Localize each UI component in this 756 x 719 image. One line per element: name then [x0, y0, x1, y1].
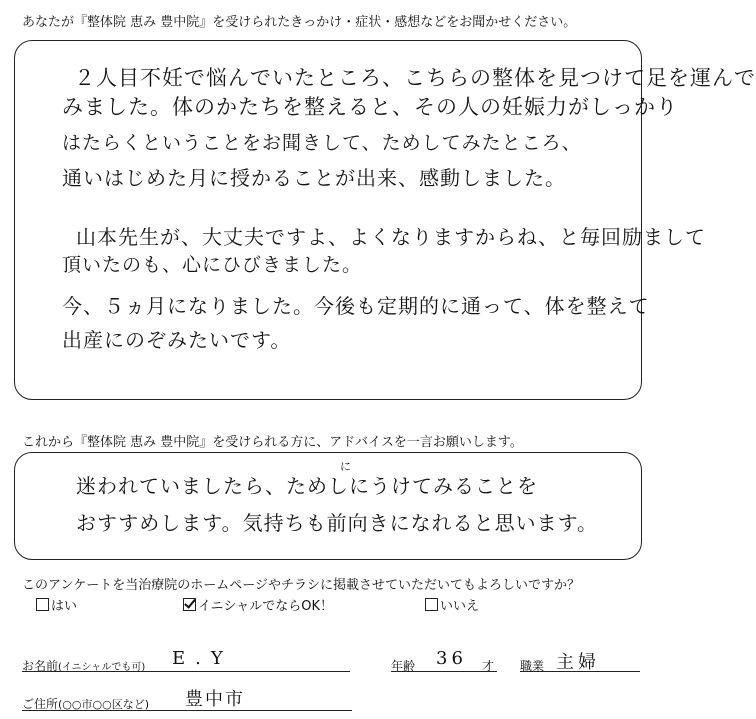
answer-2-line: おすすめします。気持ちも前向きになれると思います。 [76, 511, 598, 535]
name-underline [22, 671, 350, 672]
option-label: いいえ [440, 599, 480, 614]
checkbox-unchecked[interactable] [36, 598, 49, 611]
age-unit: 才 [482, 659, 495, 673]
consent-option-yes[interactable] [36, 595, 77, 614]
answer-1-line: 出産にのぞみたいです。 [62, 328, 292, 352]
answer-1-line: ２人目不妊で悩んでいたところ、こちらの整体を見つけて足を運んで [74, 66, 756, 90]
answer-1-line: 今、５ヵ月になりました。今後も定期的に通って、体を整えて [62, 294, 650, 318]
consent-option-no[interactable] [425, 595, 479, 614]
age-label: 年齢 [391, 659, 416, 673]
question-2-prompt: これから『整体院 恵み 豊中院』を受けられる方に、アドバイスを一言お願いします。 [22, 435, 523, 450]
answer-1-line: 頂いたのも、心にひびきました。 [62, 254, 363, 276]
checkbox-checked[interactable] [183, 598, 196, 611]
age-underline [391, 671, 497, 672]
option-label: イニシャルでならOK！ [198, 599, 333, 614]
age-value: 36 [436, 648, 467, 669]
job-value: 主婦 [556, 652, 600, 673]
answer-1-line: はたらくということをお聞きして、ためしてみたところ、 [62, 132, 582, 154]
checkbox-unchecked[interactable] [425, 598, 438, 611]
consent-prompt: このアンケートを当治療院のホームページやチラシに掲載させていただいてもよろしいですか？ [22, 578, 580, 593]
address-underline [22, 710, 352, 711]
answer-2-line: 迷われていましたら、ためしにうけてみることを [76, 474, 538, 498]
address-value: 豊中市 [185, 689, 245, 710]
consent-option-initials[interactable] [183, 595, 333, 614]
answer-2-ruby: に [340, 460, 352, 473]
name-label: お名前(イニシャルでも可) [22, 659, 146, 673]
job-underline [520, 671, 640, 672]
answer-1-line: 山本先生が、大丈夫ですよ、よくなりますからね、と毎回励まして [76, 225, 706, 249]
answer-1-line: みました。体のかたちを整えると、その人の妊娠力がしっかり [62, 95, 678, 119]
answer-2-box [14, 452, 642, 560]
question-1-prompt: あなたが『整体院 恵み 豊中院』を受けられたきっかけ・症状・感想などをお聞かせください。 [22, 15, 577, 30]
option-label: はい [51, 599, 78, 614]
answer-1-line: 通いはじめた月に授かることが出来、感動しました。 [62, 166, 566, 190]
address-label: ご住所(○○市○○区など) [22, 697, 149, 711]
job-label: 職業 [520, 659, 545, 673]
name-value: E.Y [172, 648, 233, 669]
